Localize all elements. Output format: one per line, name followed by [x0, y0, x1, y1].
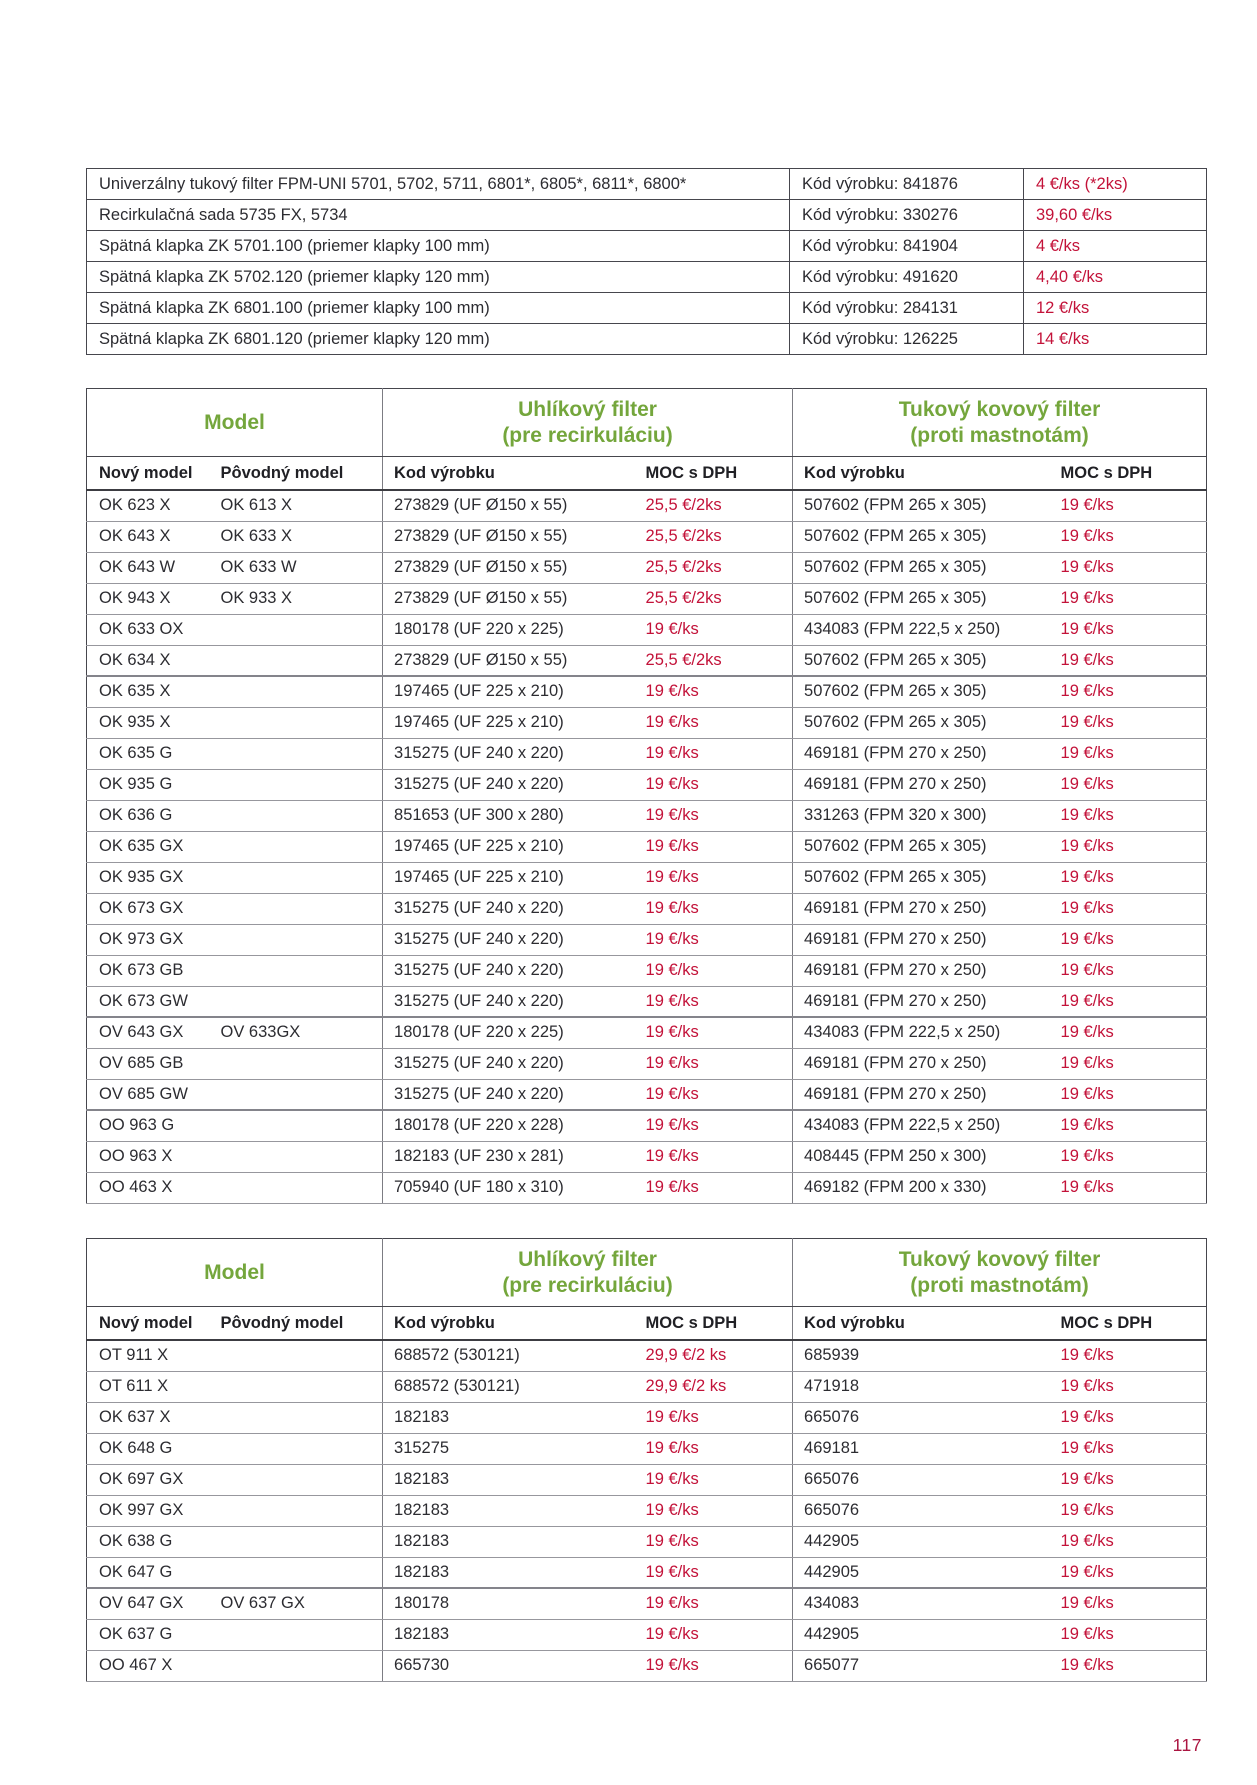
filter-row — [87, 1495, 1207, 1526]
grease-code-cell: 665076 — [793, 1402, 1051, 1433]
carbon-code-cell: 273829 (UF Ø150 x 55) — [383, 490, 636, 521]
carbon-price-cell: 19 €/ks — [636, 1172, 793, 1203]
accessory-code: Kód výrobku: 330276 — [790, 200, 1024, 231]
filter-row — [87, 769, 1207, 800]
old-model-cell — [209, 831, 383, 862]
carbon-price-cell: 19 €/ks — [636, 1017, 793, 1048]
old-model-cell: OK 633 W — [209, 552, 383, 583]
grease-price-cell: 19 €/ks — [1051, 738, 1207, 769]
carbon-price-cell: 19 €/ks — [636, 1048, 793, 1079]
carbon-price-cell: 25,5 €/2ks — [636, 521, 793, 552]
carbon-price-cell: 19 €/ks — [636, 676, 793, 707]
filter-row — [87, 1340, 1207, 1371]
carbon-price-cell: 19 €/ks — [636, 986, 793, 1017]
filter-row — [87, 1433, 1207, 1464]
carbon-price-cell: 19 €/ks — [636, 831, 793, 862]
new-model-cell: OK 638 G — [87, 1526, 209, 1557]
old-model-cell — [209, 1650, 383, 1681]
carbon-price-cell: 25,5 €/2ks — [636, 645, 793, 676]
filters-table-lower — [86, 1238, 1207, 1682]
carbon-price-cell: 19 €/ks — [636, 769, 793, 800]
carbon-price-cell: 19 €/ks — [636, 1464, 793, 1495]
carbon-code-cell: 688572 (530121) — [383, 1371, 636, 1402]
grease-code-cell: 665076 — [793, 1464, 1051, 1495]
model-column-header — [87, 1239, 383, 1307]
carbon-code-cell: 273829 (UF Ø150 x 55) — [383, 552, 636, 583]
carbon-price-col-label: MOC s DPH — [636, 1307, 793, 1341]
accessory-name: Spätná klapka ZK 5702.120 (priemer klapky 120 mm) — [87, 262, 790, 293]
carbon-code-cell: 197465 (UF 225 x 210) — [383, 862, 636, 893]
carbon-price-cell: 19 €/ks — [636, 1619, 793, 1650]
accessory-code: Kód výrobku: 284131 — [790, 293, 1024, 324]
filter-row — [87, 1141, 1207, 1172]
grease-price-cell: 19 €/ks — [1051, 831, 1207, 862]
grease-price-cell: 19 €/ks — [1051, 1619, 1207, 1650]
grease-code-cell: 434083 (FPM 222,5 x 250) — [793, 1017, 1051, 1048]
page-number: 117 — [1172, 1735, 1202, 1755]
filter-row — [87, 862, 1207, 893]
grease-price-cell: 19 €/ks — [1051, 583, 1207, 614]
new-model-cell: OK 935 GX — [87, 862, 209, 893]
grease-code-cell: 469181 (FPM 270 x 250) — [793, 986, 1051, 1017]
old-model-cell — [209, 1172, 383, 1203]
carbon-code-cell: 197465 (UF 225 x 210) — [383, 707, 636, 738]
new-model-cell: OV 643 GX — [87, 1017, 209, 1048]
grease-price-cell: 19 €/ks — [1051, 986, 1207, 1017]
grease-price-cell: 19 €/ks — [1051, 1588, 1207, 1619]
old-model-col-label: Pôvodný model — [209, 457, 383, 491]
grease-code-cell: 469181 — [793, 1433, 1051, 1464]
carbon-price-cell: 19 €/ks — [636, 924, 793, 955]
grease-code-cell: 507602 (FPM 265 x 305) — [793, 831, 1051, 862]
filter-row — [87, 1464, 1207, 1495]
filter-row — [87, 1110, 1207, 1141]
grease-code-cell: 685939 — [793, 1340, 1051, 1371]
carbon-filter-title: Uhlíkový filter — [518, 397, 657, 421]
old-model-cell: OV 633GX — [209, 1017, 383, 1048]
carbon-price-col-label: MOC s DPH — [636, 457, 793, 491]
filter-row — [87, 1048, 1207, 1079]
grease-code-cell: 434083 (FPM 222,5 x 250) — [793, 1110, 1051, 1141]
grease-code-cell: 507602 (FPM 265 x 305) — [793, 521, 1051, 552]
old-model-cell — [209, 1526, 383, 1557]
model-column-header — [87, 389, 383, 457]
grease-code-cell: 469181 (FPM 270 x 250) — [793, 893, 1051, 924]
old-model-cell — [209, 893, 383, 924]
filter-row — [87, 924, 1207, 955]
old-model-cell — [209, 1402, 383, 1433]
grease-filter-column-header — [793, 389, 1207, 457]
filter-row — [87, 614, 1207, 645]
grease-price-cell: 19 €/ks — [1051, 1017, 1207, 1048]
new-model-cell: OT 611 X — [87, 1371, 209, 1402]
grease-filter-subtitle: (proti mastnotám) — [910, 1273, 1089, 1297]
carbon-code-cell: 315275 (UF 240 x 220) — [383, 893, 636, 924]
grease-code-cell: 442905 — [793, 1526, 1051, 1557]
accessory-row — [87, 200, 1207, 231]
filter-row — [87, 1402, 1207, 1433]
old-model-cell — [209, 862, 383, 893]
filter-row — [87, 831, 1207, 862]
accessory-name: Spätná klapka ZK 6801.120 (priemer klapky 120 mm) — [87, 324, 790, 355]
grease-code-cell: 331263 (FPM 320 x 300) — [793, 800, 1051, 831]
carbon-code-cell: 315275 (UF 240 x 220) — [383, 986, 636, 1017]
carbon-code-cell: 197465 (UF 225 x 210) — [383, 676, 636, 707]
old-model-cell: OK 633 X — [209, 521, 383, 552]
filter-row — [87, 1650, 1207, 1681]
carbon-code-cell: 315275 — [383, 1433, 636, 1464]
carbon-filter-subtitle: (pre recirkuláciu) — [502, 423, 673, 447]
model-header-label: Model — [204, 410, 265, 434]
carbon-code-col-label: Kod výrobku — [383, 457, 636, 491]
grease-price-cell: 19 €/ks — [1051, 1048, 1207, 1079]
accessory-price: 14 €/ks — [1024, 324, 1207, 355]
carbon-code-cell: 182183 — [383, 1402, 636, 1433]
old-model-cell — [209, 1464, 383, 1495]
new-model-cell: OV 647 GX — [87, 1588, 209, 1619]
carbon-price-cell: 29,9 €/2 ks — [636, 1340, 793, 1371]
new-model-cell: OK 935 X — [87, 707, 209, 738]
grease-code-cell: 469181 (FPM 270 x 250) — [793, 1048, 1051, 1079]
grease-code-cell: 507602 (FPM 265 x 305) — [793, 552, 1051, 583]
filter-row — [87, 1017, 1207, 1048]
filter-row — [87, 1172, 1207, 1203]
grease-code-cell: 469181 (FPM 270 x 250) — [793, 924, 1051, 955]
old-model-cell — [209, 1340, 383, 1371]
accessory-row — [87, 231, 1207, 262]
carbon-price-cell: 25,5 €/2ks — [636, 583, 793, 614]
carbon-price-cell: 19 €/ks — [636, 1402, 793, 1433]
new-model-cell: OO 463 X — [87, 1172, 209, 1203]
new-model-cell: OK 997 GX — [87, 1495, 209, 1526]
new-model-cell: OK 647 G — [87, 1557, 209, 1588]
new-model-cell: OK 634 X — [87, 645, 209, 676]
carbon-code-cell: 315275 (UF 240 x 220) — [383, 769, 636, 800]
carbon-code-cell: 180178 (UF 220 x 225) — [383, 1017, 636, 1048]
old-model-cell — [209, 1110, 383, 1141]
carbon-code-cell: 197465 (UF 225 x 210) — [383, 831, 636, 862]
grease-price-cell: 19 €/ks — [1051, 1557, 1207, 1588]
new-model-cell: OK 635 G — [87, 738, 209, 769]
carbon-price-cell: 19 €/ks — [636, 707, 793, 738]
new-model-cell: OT 911 X — [87, 1340, 209, 1371]
carbon-price-cell: 19 €/ks — [636, 955, 793, 986]
filter-row — [87, 552, 1207, 583]
new-model-cell: OK 635 GX — [87, 831, 209, 862]
grease-price-cell: 19 €/ks — [1051, 955, 1207, 986]
grease-price-col-label: MOC s DPH — [1051, 457, 1207, 491]
accessory-row — [87, 324, 1207, 355]
grease-code-cell: 469181 (FPM 270 x 250) — [793, 1079, 1051, 1110]
carbon-price-cell: 19 €/ks — [636, 862, 793, 893]
new-model-cell: OK 648 G — [87, 1433, 209, 1464]
carbon-price-cell: 25,5 €/2ks — [636, 490, 793, 521]
old-model-cell — [209, 924, 383, 955]
accessory-price: 12 €/ks — [1024, 293, 1207, 324]
old-model-cell: OK 933 X — [209, 583, 383, 614]
filter-row — [87, 490, 1207, 521]
carbon-price-cell: 29,9 €/2 ks — [636, 1371, 793, 1402]
carbon-code-cell: 851653 (UF 300 x 280) — [383, 800, 636, 831]
new-model-col-label: Nový model — [87, 457, 209, 491]
new-model-cell: OO 467 X — [87, 1650, 209, 1681]
new-model-cell: OO 963 G — [87, 1110, 209, 1141]
carbon-code-cell: 273829 (UF Ø150 x 55) — [383, 645, 636, 676]
accessory-name: Spätná klapka ZK 6801.100 (priemer klapky 100 mm) — [87, 293, 790, 324]
accessory-price: 4 €/ks — [1024, 231, 1207, 262]
grease-price-cell: 19 €/ks — [1051, 1402, 1207, 1433]
carbon-code-cell: 182183 (UF 230 x 281) — [383, 1141, 636, 1172]
carbon-code-cell: 315275 (UF 240 x 220) — [383, 955, 636, 986]
grease-price-cell: 19 €/ks — [1051, 769, 1207, 800]
carbon-filter-column-header — [383, 1239, 793, 1307]
carbon-code-cell: 688572 (530121) — [383, 1340, 636, 1371]
grease-price-cell: 19 €/ks — [1051, 1172, 1207, 1203]
filter-row — [87, 521, 1207, 552]
old-model-cell: OK 613 X — [209, 490, 383, 521]
carbon-price-cell: 19 €/ks — [636, 1079, 793, 1110]
grease-code-cell: 434083 (FPM 222,5 x 250) — [793, 614, 1051, 645]
accessory-name: Univerzálny tukový filter FPM-UNI 5701, 5702, 5711, 6801*, 6805*, 6811*, 6800* — [87, 169, 790, 200]
filter-row — [87, 986, 1207, 1017]
filter-row — [87, 1526, 1207, 1557]
accessory-code: Kód výrobku: 491620 — [790, 262, 1024, 293]
old-model-col-label: Pôvodný model — [209, 1307, 383, 1341]
old-model-cell — [209, 1619, 383, 1650]
grease-price-cell: 19 €/ks — [1051, 645, 1207, 676]
grease-code-cell: 507602 (FPM 265 x 305) — [793, 490, 1051, 521]
carbon-code-cell: 180178 — [383, 1588, 636, 1619]
grease-code-cell: 507602 (FPM 265 x 305) — [793, 645, 1051, 676]
grease-price-cell: 19 €/ks — [1051, 552, 1207, 583]
carbon-code-cell: 315275 (UF 240 x 220) — [383, 1079, 636, 1110]
accessories-table — [86, 168, 1207, 355]
filter-row — [87, 676, 1207, 707]
new-model-cell: OK 935 G — [87, 769, 209, 800]
old-model-cell — [209, 1048, 383, 1079]
grease-price-cell: 19 €/ks — [1051, 1371, 1207, 1402]
grease-code-cell: 442905 — [793, 1557, 1051, 1588]
carbon-price-cell: 19 €/ks — [636, 1495, 793, 1526]
carbon-code-col-label: Kod výrobku — [383, 1307, 636, 1341]
grease-price-cell: 19 €/ks — [1051, 1340, 1207, 1371]
old-model-cell — [209, 1079, 383, 1110]
accessory-price: 4,40 €/ks — [1024, 262, 1207, 293]
model-header-label: Model — [204, 1260, 265, 1284]
accessory-code: Kód výrobku: 841904 — [790, 231, 1024, 262]
new-model-cell: OK 636 G — [87, 800, 209, 831]
carbon-code-cell: 180178 (UF 220 x 225) — [383, 614, 636, 645]
carbon-code-cell: 315275 (UF 240 x 220) — [383, 738, 636, 769]
old-model-cell — [209, 1141, 383, 1172]
accessory-code: Kód výrobku: 126225 — [790, 324, 1024, 355]
filter-row — [87, 1371, 1207, 1402]
new-model-cell: OK 643 W — [87, 552, 209, 583]
carbon-code-cell: 315275 (UF 240 x 220) — [383, 1048, 636, 1079]
carbon-code-cell: 182183 — [383, 1495, 636, 1526]
carbon-price-cell: 19 €/ks — [636, 1557, 793, 1588]
grease-code-cell: 665077 — [793, 1650, 1051, 1681]
carbon-code-cell: 182183 — [383, 1619, 636, 1650]
grease-filter-title: Tukový kovový filter — [898, 1247, 1101, 1271]
filter-row — [87, 707, 1207, 738]
filters-table-upper-header — [87, 389, 1207, 457]
filter-row — [87, 1079, 1207, 1110]
filter-row — [87, 800, 1207, 831]
grease-code-cell: 469181 (FPM 270 x 250) — [793, 738, 1051, 769]
carbon-price-cell: 19 €/ks — [636, 1650, 793, 1681]
old-model-cell — [209, 800, 383, 831]
filter-row — [87, 955, 1207, 986]
accessory-price: 39,60 €/ks — [1024, 200, 1207, 231]
grease-price-cell: 19 €/ks — [1051, 1079, 1207, 1110]
filters-table-upper — [86, 388, 1207, 1204]
grease-price-cell: 19 €/ks — [1051, 1464, 1207, 1495]
carbon-code-cell: 180178 (UF 220 x 228) — [383, 1110, 636, 1141]
new-model-col-label: Nový model — [87, 1307, 209, 1341]
new-model-cell: OK 633 OX — [87, 614, 209, 645]
old-model-cell — [209, 1371, 383, 1402]
grease-price-cell: 19 €/ks — [1051, 614, 1207, 645]
carbon-code-cell: 182183 — [383, 1464, 636, 1495]
old-model-cell — [209, 707, 383, 738]
carbon-code-cell: 182183 — [383, 1526, 636, 1557]
old-model-cell — [209, 986, 383, 1017]
accessory-code: Kód výrobku: 841876 — [790, 169, 1024, 200]
new-model-cell: OK 673 GW — [87, 986, 209, 1017]
grease-code-col-label: Kod výrobku — [793, 457, 1051, 491]
new-model-cell: OK 697 GX — [87, 1464, 209, 1495]
grease-price-cell: 19 €/ks — [1051, 1141, 1207, 1172]
carbon-price-cell: 19 €/ks — [636, 800, 793, 831]
old-model-cell — [209, 614, 383, 645]
new-model-cell: OK 635 X — [87, 676, 209, 707]
grease-price-cell: 19 €/ks — [1051, 521, 1207, 552]
grease-filter-column-header — [793, 1239, 1207, 1307]
grease-code-cell: 408445 (FPM 250 x 300) — [793, 1141, 1051, 1172]
old-model-cell — [209, 676, 383, 707]
grease-code-col-label: Kod výrobku — [793, 1307, 1051, 1341]
grease-price-cell: 19 €/ks — [1051, 800, 1207, 831]
accessory-name: Spätná klapka ZK 5701.100 (priemer klapky 100 mm) — [87, 231, 790, 262]
carbon-code-cell: 182183 — [383, 1557, 636, 1588]
carbon-price-cell: 25,5 €/2ks — [636, 552, 793, 583]
carbon-code-cell: 665730 — [383, 1650, 636, 1681]
carbon-price-cell: 19 €/ks — [636, 1526, 793, 1557]
carbon-price-cell: 19 €/ks — [636, 1433, 793, 1464]
accessory-name: Recirkulačná sada 5735 FX, 5734 — [87, 200, 790, 231]
new-model-cell: OO 963 X — [87, 1141, 209, 1172]
carbon-code-cell: 315275 (UF 240 x 220) — [383, 924, 636, 955]
filters-table-lower-header — [87, 1239, 1207, 1307]
old-model-cell: OV 637 GX — [209, 1588, 383, 1619]
carbon-price-cell: 19 €/ks — [636, 1141, 793, 1172]
filter-row — [87, 583, 1207, 614]
grease-filter-subtitle: (proti mastnotám) — [910, 423, 1089, 447]
grease-code-cell: 665076 — [793, 1495, 1051, 1526]
new-model-cell: OV 685 GW — [87, 1079, 209, 1110]
carbon-filter-subtitle: (pre recirkuláciu) — [502, 1273, 673, 1297]
filter-row — [87, 738, 1207, 769]
new-model-cell: OK 673 GX — [87, 893, 209, 924]
grease-code-cell: 469181 (FPM 270 x 250) — [793, 769, 1051, 800]
new-model-cell: OV 685 GB — [87, 1048, 209, 1079]
new-model-cell: OK 943 X — [87, 583, 209, 614]
grease-price-cell: 19 €/ks — [1051, 924, 1207, 955]
grease-price-cell: 19 €/ks — [1051, 490, 1207, 521]
old-model-cell — [209, 769, 383, 800]
grease-price-cell: 19 €/ks — [1051, 893, 1207, 924]
filter-row — [87, 1619, 1207, 1650]
carbon-price-cell: 19 €/ks — [636, 1588, 793, 1619]
grease-code-cell: 507602 (FPM 265 x 305) — [793, 583, 1051, 614]
grease-price-cell: 19 €/ks — [1051, 676, 1207, 707]
carbon-price-cell: 19 €/ks — [636, 614, 793, 645]
grease-price-cell: 19 €/ks — [1051, 1495, 1207, 1526]
carbon-filter-column-header — [383, 389, 793, 457]
filter-row — [87, 893, 1207, 924]
grease-code-cell: 434083 — [793, 1588, 1051, 1619]
grease-code-cell: 507602 (FPM 265 x 305) — [793, 862, 1051, 893]
filter-row — [87, 645, 1207, 676]
accessory-price: 4 €/ks (*2ks) — [1024, 169, 1207, 200]
carbon-price-cell: 19 €/ks — [636, 893, 793, 924]
grease-price-cell: 19 €/ks — [1051, 1110, 1207, 1141]
grease-price-cell: 19 €/ks — [1051, 1526, 1207, 1557]
grease-price-cell: 19 €/ks — [1051, 1433, 1207, 1464]
filters-table-upper-subheader — [87, 457, 1207, 491]
grease-price-col-label: MOC s DPH — [1051, 1307, 1207, 1341]
grease-code-cell: 471918 — [793, 1371, 1051, 1402]
grease-price-cell: 19 €/ks — [1051, 862, 1207, 893]
filter-row — [87, 1588, 1207, 1619]
carbon-code-cell: 273829 (UF Ø150 x 55) — [383, 521, 636, 552]
new-model-cell: OK 973 GX — [87, 924, 209, 955]
grease-code-cell: 442905 — [793, 1619, 1051, 1650]
new-model-cell: OK 637 X — [87, 1402, 209, 1433]
new-model-cell: OK 623 X — [87, 490, 209, 521]
old-model-cell — [209, 645, 383, 676]
accessory-row — [87, 169, 1207, 200]
accessory-row — [87, 293, 1207, 324]
carbon-price-cell: 19 €/ks — [636, 738, 793, 769]
grease-price-cell: 19 €/ks — [1051, 707, 1207, 738]
carbon-code-cell: 273829 (UF Ø150 x 55) — [383, 583, 636, 614]
old-model-cell — [209, 738, 383, 769]
old-model-cell — [209, 1495, 383, 1526]
grease-code-cell: 469182 (FPM 200 x 330) — [793, 1172, 1051, 1203]
filters-table-lower-subheader — [87, 1307, 1207, 1341]
carbon-filter-title: Uhlíkový filter — [518, 1247, 657, 1271]
new-model-cell: OK 643 X — [87, 521, 209, 552]
carbon-price-cell: 19 €/ks — [636, 1110, 793, 1141]
grease-filter-title: Tukový kovový filter — [898, 397, 1101, 421]
grease-code-cell: 507602 (FPM 265 x 305) — [793, 707, 1051, 738]
new-model-cell: OK 673 GB — [87, 955, 209, 986]
new-model-cell: OK 637 G — [87, 1619, 209, 1650]
old-model-cell — [209, 1433, 383, 1464]
grease-code-cell: 469181 (FPM 270 x 250) — [793, 955, 1051, 986]
carbon-code-cell: 705940 (UF 180 x 310) — [383, 1172, 636, 1203]
accessory-row — [87, 262, 1207, 293]
grease-code-cell: 507602 (FPM 265 x 305) — [793, 676, 1051, 707]
grease-price-cell: 19 €/ks — [1051, 1650, 1207, 1681]
filter-row — [87, 1557, 1207, 1588]
old-model-cell — [209, 1557, 383, 1588]
old-model-cell — [209, 955, 383, 986]
